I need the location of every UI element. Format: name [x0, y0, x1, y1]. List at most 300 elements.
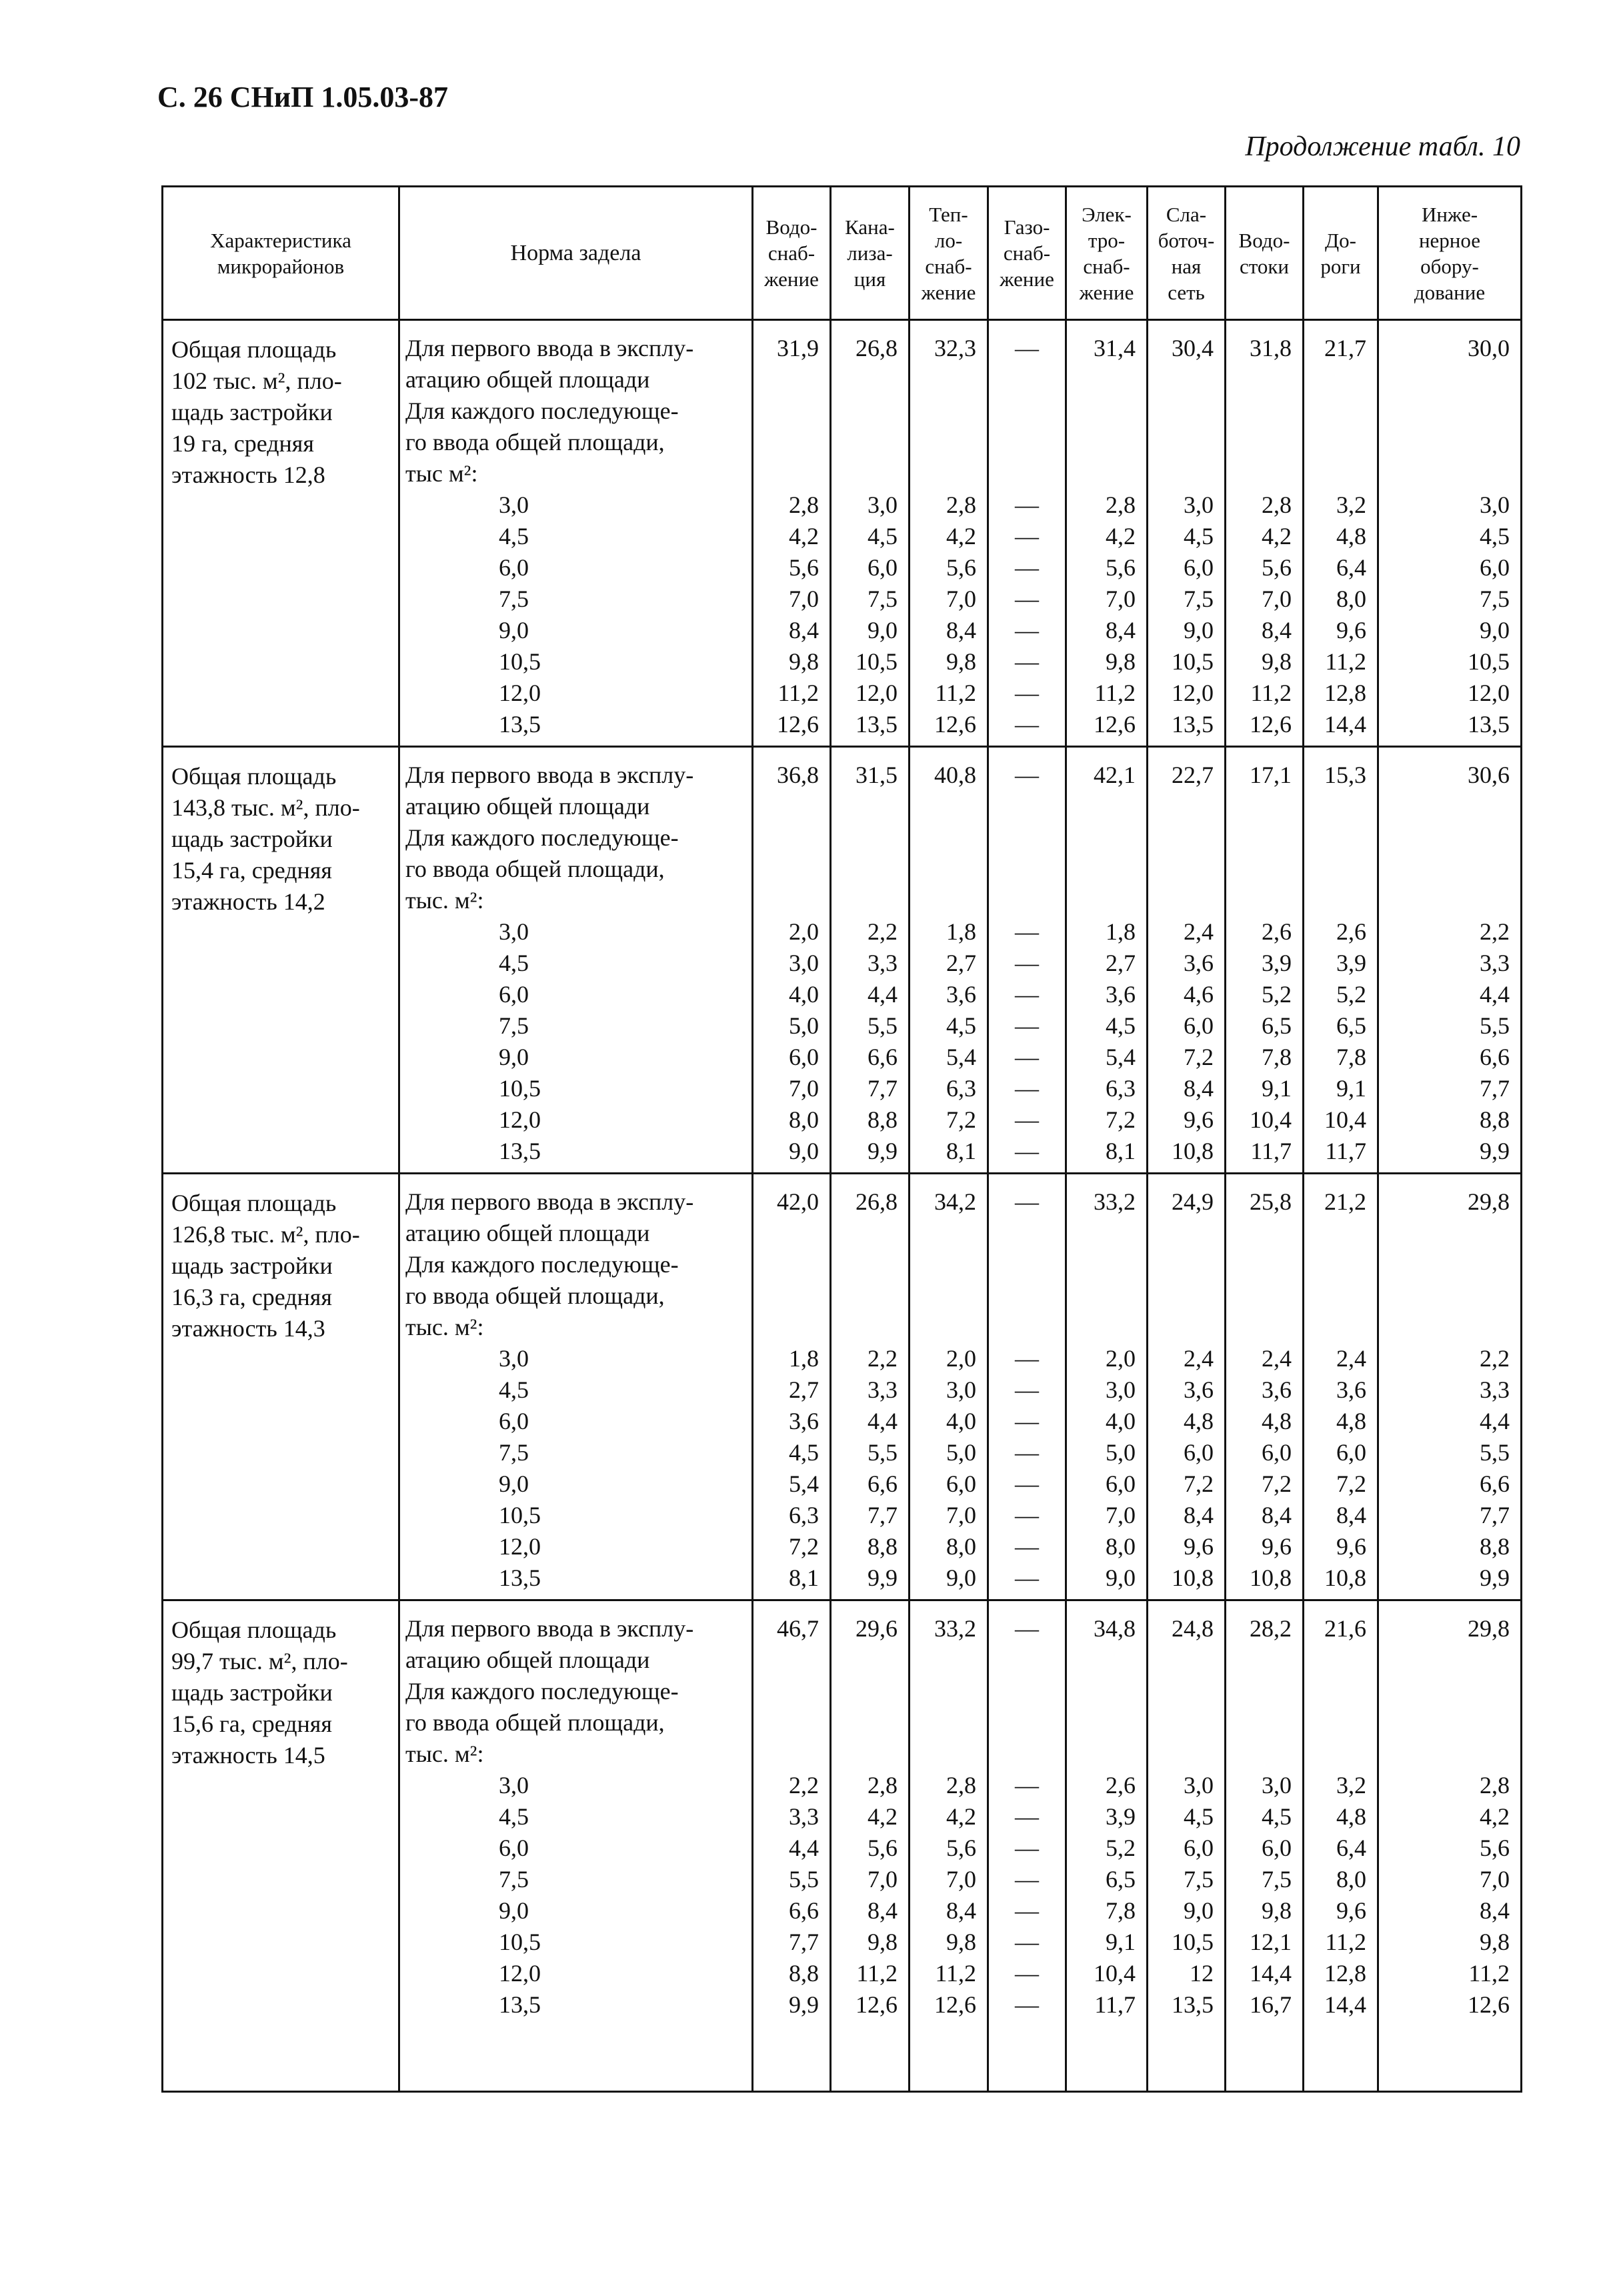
step-value: 9,9	[868, 1564, 898, 1591]
first-input-value: 17,1	[1250, 762, 1292, 788]
step-value: —	[1015, 523, 1039, 549]
step-value: 7,2	[1262, 1470, 1292, 1497]
step-value: 7,2	[1336, 1470, 1366, 1497]
spacer	[1072, 1218, 1136, 1343]
step-value: 8,0	[946, 1533, 976, 1560]
step-value: 2,2	[789, 1772, 819, 1799]
step-value: 9,0	[789, 1138, 819, 1164]
first-input-value: 33,2	[934, 1615, 976, 1642]
step-value: 3,0	[868, 491, 898, 518]
step-value: 3,6	[789, 1408, 819, 1434]
step-value: 2,7	[946, 950, 976, 976]
first-input-value: 30,6	[1468, 762, 1510, 788]
step-value: 4,5	[1262, 1803, 1292, 1830]
table-10-continuation	[161, 185, 1522, 2093]
step-value: 3,0	[1262, 1772, 1292, 1799]
step-value: —	[1015, 617, 1039, 644]
step-value: 11,2	[935, 680, 976, 706]
spacer	[1232, 364, 1292, 489]
step-value: 3,9	[1262, 950, 1292, 976]
first-input-value: 33,2	[1094, 1188, 1136, 1215]
step-value: 3,3	[868, 950, 898, 976]
step-value: 3,0	[789, 950, 819, 976]
step-value: 2,8	[1480, 1772, 1510, 1799]
value-cell-electric	[1066, 1174, 1148, 1600]
step-value: 7,0	[868, 1866, 898, 1893]
step-value: 5,6	[1480, 1835, 1510, 1861]
step-value: 4,8	[1336, 523, 1366, 549]
step-value: 5,5	[789, 1866, 819, 1893]
norm-each-subsequent: Для каждого последующе- го ввода общей площади, тыс. м²:	[405, 1678, 679, 1767]
step-value: —	[1015, 1502, 1039, 1528]
step-value: 11,7	[1250, 1138, 1292, 1164]
step-value: —	[1015, 1012, 1039, 1039]
step-value: 8,4	[946, 1897, 976, 1924]
step-value: 3,6	[1262, 1376, 1292, 1403]
step-value: 6,6	[868, 1044, 898, 1070]
first-input-value: 42,1	[1094, 762, 1136, 788]
step-value: 2,4	[1336, 1345, 1366, 1372]
step-value: 4,4	[789, 1835, 819, 1861]
first-input-value: 21,7	[1324, 335, 1366, 361]
step-value: 3,3	[789, 1803, 819, 1830]
first-input-value: —	[1015, 335, 1039, 361]
area-step: 6,0	[499, 1835, 529, 1861]
step-value: 2,2	[868, 1345, 898, 1372]
value-cell-sewer	[831, 320, 910, 747]
step-value: 9,9	[1480, 1138, 1510, 1164]
step-value: —	[1015, 1960, 1039, 1987]
step-value: 7,0	[1262, 586, 1292, 612]
step-value: 9,6	[1262, 1533, 1292, 1560]
spacer	[1154, 1644, 1214, 1770]
step-value: —	[1015, 711, 1039, 738]
step-value: 4,8	[1262, 1408, 1292, 1434]
spacer	[759, 364, 819, 489]
norm-first-input: Для первого ввода в эксплу- атацию общей площади	[405, 1615, 694, 1673]
area-step: 6,0	[499, 981, 529, 1008]
spacer	[994, 364, 1060, 489]
step-value: 3,6	[946, 981, 976, 1008]
step-value: 5,4	[946, 1044, 976, 1070]
step-value: 2,8	[1106, 491, 1136, 518]
step-value: 3,6	[1106, 981, 1136, 1008]
step-value: 5,6	[789, 554, 819, 581]
step-value: 4,5	[1184, 523, 1214, 549]
table-continuation-caption: Продолжение табл. 10	[1245, 131, 1520, 162]
microdistrict-characteristic: Общая площадь 99,7 тыс. м², пло- щадь застройки 15,6 га, средняя этажность 14,5	[163, 1600, 399, 2092]
spacer	[994, 1218, 1060, 1343]
step-value: 8,0	[1106, 1533, 1136, 1560]
step-value: 9,9	[789, 1991, 819, 2018]
step-value: —	[1015, 1376, 1039, 1403]
step-value: 14,4	[1324, 1991, 1366, 2018]
step-value: 2,6	[1106, 1772, 1136, 1799]
area-step: 13,5	[499, 1991, 541, 2018]
step-value: 11,2	[856, 1960, 898, 1987]
step-value: 9,0	[1106, 1564, 1136, 1591]
first-input-value: 26,8	[856, 335, 898, 361]
first-input-value: 29,8	[1468, 1615, 1510, 1642]
step-value: —	[1015, 1803, 1039, 1830]
step-value: 5,2	[1106, 1835, 1136, 1861]
step-value: 3,3	[1480, 1376, 1510, 1403]
page-header: С. 26 СНиП 1.05.03-87	[157, 81, 449, 113]
step-value: 5,5	[1480, 1012, 1510, 1039]
area-step: 4,5	[499, 950, 529, 976]
spacer	[759, 791, 819, 916]
step-value: 6,4	[1336, 554, 1366, 581]
norm-description	[399, 1174, 753, 1600]
step-value: 4,8	[1336, 1408, 1366, 1434]
spacer	[1072, 364, 1136, 489]
step-value: 6,0	[1480, 554, 1510, 581]
step-value: 4,5	[868, 523, 898, 549]
step-value: 8,8	[868, 1533, 898, 1560]
step-value: 5,6	[1262, 554, 1292, 581]
step-value: —	[1015, 1345, 1039, 1372]
table-header-row	[163, 187, 1522, 320]
value-cell-electric	[1066, 747, 1148, 1174]
value-cell-electric	[1066, 1600, 1148, 2092]
value-cell-lowcurrent	[1148, 1174, 1226, 1600]
step-value: 6,0	[1106, 1470, 1136, 1497]
step-value: 3,3	[1480, 950, 1510, 976]
step-value: —	[1015, 1897, 1039, 1924]
step-value: 8,4	[1184, 1075, 1214, 1102]
first-input-value: 46,7	[777, 1615, 819, 1642]
value-cell-sewer	[831, 1600, 910, 2092]
step-value: 7,5	[1184, 586, 1214, 612]
spacer	[916, 791, 976, 916]
microdistrict-block-2	[163, 747, 1522, 1174]
value-cell-engineering	[1378, 1174, 1522, 1600]
value-cell-water	[753, 1600, 831, 2092]
step-value: 5,4	[1106, 1044, 1136, 1070]
value-cell-roads	[1304, 747, 1378, 1174]
step-value: 10,8	[1172, 1564, 1214, 1591]
area-step: 7,5	[499, 586, 529, 612]
area-step: 9,0	[499, 1897, 529, 1924]
step-value: —	[1015, 586, 1039, 612]
step-value: 9,8	[946, 1929, 976, 1955]
step-value: 7,0	[1480, 1866, 1510, 1893]
area-step: 12,0	[499, 1533, 541, 1560]
step-value: 5,5	[868, 1439, 898, 1466]
step-value: 4,6	[1184, 981, 1214, 1008]
area-step: 12,0	[499, 680, 541, 706]
step-value: 7,2	[789, 1533, 819, 1560]
step-value: 6,3	[789, 1502, 819, 1528]
col-header-drain: Водо- стоки	[1226, 187, 1304, 320]
norm-first-input: Для первого ввода в эксплу- атацию общей площади	[405, 762, 694, 820]
step-value: 3,9	[1106, 1803, 1136, 1830]
area-step: 10,5	[499, 1502, 541, 1528]
area-step: 7,5	[499, 1439, 529, 1466]
norm-description	[399, 747, 753, 1174]
first-input-value: 25,8	[1250, 1188, 1292, 1215]
step-value: 4,5	[789, 1439, 819, 1466]
step-value: 4,2	[868, 1803, 898, 1830]
area-step: 7,5	[499, 1866, 529, 1893]
value-cell-gas	[988, 747, 1066, 1174]
step-value: 12,6	[934, 711, 976, 738]
area-step: 9,0	[499, 1044, 529, 1070]
step-value: 6,0	[1184, 1439, 1214, 1466]
step-value: —	[1015, 1439, 1039, 1466]
step-value: 9,8	[946, 648, 976, 675]
microdistrict-block-1	[163, 320, 1522, 747]
step-value: 4,0	[946, 1408, 976, 1434]
step-value: —	[1015, 950, 1039, 976]
table-body	[163, 320, 1522, 2092]
step-value: 9,8	[1480, 1929, 1510, 1955]
step-value: 6,0	[1262, 1835, 1292, 1861]
col-header-sewer: Кана- лиза- ция	[831, 187, 910, 320]
first-input-value: 29,8	[1468, 1188, 1510, 1215]
area-step: 13,5	[499, 1564, 541, 1591]
area-step: 9,0	[499, 617, 529, 644]
first-input-value: 24,9	[1172, 1188, 1214, 1215]
value-cell-lowcurrent	[1148, 1600, 1226, 2092]
value-cell-engineering	[1378, 320, 1522, 747]
first-input-value: 34,8	[1094, 1615, 1136, 1642]
first-input-value: 42,0	[777, 1188, 819, 1215]
step-value: 4,5	[1480, 523, 1510, 549]
step-value: 12	[1190, 1960, 1214, 1987]
value-cell-gas	[988, 320, 1066, 747]
step-value: —	[1015, 554, 1039, 581]
first-input-value: 30,4	[1172, 335, 1214, 361]
step-value: 11,2	[777, 680, 819, 706]
norm-description	[399, 320, 753, 747]
area-step: 4,5	[499, 1376, 529, 1403]
step-value: —	[1015, 1138, 1039, 1164]
area-step: 9,0	[499, 1470, 529, 1497]
step-value: 6,6	[1480, 1470, 1510, 1497]
step-value: —	[1015, 491, 1039, 518]
first-input-value: —	[1015, 762, 1039, 788]
area-step: 6,0	[499, 554, 529, 581]
step-value: 7,2	[1106, 1106, 1136, 1133]
first-input-value: 36,8	[777, 762, 819, 788]
step-value: 9,8	[789, 648, 819, 675]
spacer	[916, 1218, 976, 1343]
step-value: 8,1	[789, 1564, 819, 1591]
step-value: 7,0	[1106, 586, 1136, 612]
step-value: 7,8	[1336, 1044, 1366, 1070]
step-value: 12,0	[1468, 680, 1510, 706]
step-value: 2,4	[1262, 1345, 1292, 1372]
value-cell-heat	[910, 1174, 988, 1600]
value-cell-drain	[1226, 747, 1304, 1174]
microdistrict-characteristic: Общая площадь 126,8 тыс. м², пло- щадь застройки 16,3 га, средняя этажность 14,3	[163, 1174, 399, 1600]
spacer	[1310, 791, 1366, 916]
step-value: 7,0	[789, 1075, 819, 1102]
step-value: 5,5	[868, 1012, 898, 1039]
step-value: 7,0	[946, 1502, 976, 1528]
step-value: 3,6	[1184, 950, 1214, 976]
step-value: 4,2	[789, 523, 819, 549]
spacer	[994, 1644, 1060, 1770]
step-value: 8,0	[789, 1106, 819, 1133]
value-cell-water	[753, 747, 831, 1174]
value-cell-drain	[1226, 1174, 1304, 1600]
step-value: 3,2	[1336, 1772, 1366, 1799]
step-value: 7,5	[1262, 1866, 1292, 1893]
first-input-value: 15,3	[1324, 762, 1366, 788]
step-value: 7,7	[1480, 1502, 1510, 1528]
step-value: 7,0	[946, 586, 976, 612]
step-value: 6,0	[789, 1044, 819, 1070]
step-value: 5,0	[946, 1439, 976, 1466]
step-value: 7,2	[1184, 1470, 1214, 1497]
step-value: 6,6	[1480, 1044, 1510, 1070]
first-input-value: 26,8	[856, 1188, 898, 1215]
step-value: 6,6	[868, 1470, 898, 1497]
spacer	[1232, 1644, 1292, 1770]
step-value: 8,0	[1336, 1866, 1366, 1893]
step-value: 5,4	[789, 1470, 819, 1497]
step-value: 8,4	[1106, 617, 1136, 644]
norm-first-input: Для первого ввода в эксплу- атацию общей площади	[405, 1188, 694, 1246]
step-value: 13,5	[1172, 711, 1214, 738]
step-value: 3,0	[1480, 491, 1510, 518]
spacer	[837, 364, 898, 489]
step-value: 4,0	[789, 981, 819, 1008]
col-header-roads: До- роги	[1304, 187, 1378, 320]
step-value: 4,4	[868, 1408, 898, 1434]
area-step: 12,0	[499, 1106, 541, 1133]
step-value: 9,6	[1336, 617, 1366, 644]
step-value: 7,0	[946, 1866, 976, 1893]
col-header-gas: Газо- снаб- жение	[988, 187, 1066, 320]
spacer	[1310, 1644, 1366, 1770]
spacer	[1384, 1644, 1510, 1770]
step-value: 9,9	[1480, 1564, 1510, 1591]
step-value: 4,4	[868, 981, 898, 1008]
area-step: 3,0	[499, 1345, 529, 1372]
step-value: 8,8	[789, 1960, 819, 1987]
step-value: 4,8	[1336, 1803, 1366, 1830]
step-value: 10,5	[1468, 648, 1510, 675]
step-value: 5,6	[1106, 554, 1136, 581]
first-input-value: 24,8	[1172, 1615, 1214, 1642]
step-value: 2,0	[789, 918, 819, 945]
step-value: 3,9	[1336, 950, 1366, 976]
spacer	[837, 791, 898, 916]
step-value: 2,7	[789, 1376, 819, 1403]
spacer	[1072, 791, 1136, 916]
step-value: 6,0	[868, 554, 898, 581]
first-input-value: 40,8	[934, 762, 976, 788]
step-value: 2,0	[946, 1345, 976, 1372]
first-input-value: 31,8	[1250, 335, 1292, 361]
step-value: 3,0	[1184, 1772, 1214, 1799]
norm-each-subsequent: Для каждого последующе- го ввода общей площади, тыс. м²:	[405, 1251, 679, 1340]
step-value: 3,0	[1184, 491, 1214, 518]
step-value: 12,6	[1250, 711, 1292, 738]
value-cell-gas	[988, 1174, 1066, 1600]
step-value: —	[1015, 1106, 1039, 1133]
step-value: 10,8	[1324, 1564, 1366, 1591]
step-value: 6,4	[1336, 1835, 1366, 1861]
value-cell-roads	[1304, 1174, 1378, 1600]
value-cell-electric	[1066, 320, 1148, 747]
step-value: 4,0	[1106, 1408, 1136, 1434]
step-value: 11,2	[1325, 648, 1366, 675]
step-value: 5,2	[1262, 981, 1292, 1008]
step-value: 9,0	[1480, 617, 1510, 644]
step-value: 3,0	[946, 1376, 976, 1403]
step-value: 7,7	[789, 1929, 819, 1955]
step-value: 2,8	[946, 491, 976, 518]
step-value: 9,6	[1184, 1533, 1214, 1560]
step-value: —	[1015, 1772, 1039, 1799]
step-value: 1,8	[789, 1345, 819, 1372]
area-step: 12,0	[499, 1960, 541, 1987]
step-value: 5,6	[868, 1835, 898, 1861]
step-value: 10,8	[1172, 1138, 1214, 1164]
step-value: 4,5	[946, 1012, 976, 1039]
step-value: 7,5	[868, 586, 898, 612]
step-value: 10,5	[1172, 648, 1214, 675]
value-cell-roads	[1304, 320, 1378, 747]
spacer	[1154, 364, 1214, 489]
step-value: 4,8	[1184, 1408, 1214, 1434]
step-value: 4,2	[946, 523, 976, 549]
step-value: 7,0	[789, 586, 819, 612]
value-cell-water	[753, 320, 831, 747]
first-input-value: 31,9	[777, 335, 819, 361]
step-value: 2,8	[789, 491, 819, 518]
step-value: 9,6	[1184, 1106, 1214, 1133]
step-value: 8,4	[1336, 1502, 1366, 1528]
spacer	[1232, 791, 1292, 916]
step-value: 10,5	[856, 648, 898, 675]
step-value: 11,2	[935, 1960, 976, 1987]
step-value: 6,6	[789, 1897, 819, 1924]
step-value: 2,0	[1106, 1345, 1136, 1372]
step-value: 3,6	[1336, 1376, 1366, 1403]
first-input-value: 31,5	[856, 762, 898, 788]
spacer	[1384, 791, 1510, 916]
first-input-value: —	[1015, 1615, 1039, 1642]
step-value: 6,3	[946, 1075, 976, 1102]
step-value: 8,8	[1480, 1106, 1510, 1133]
step-value: 12,0	[856, 680, 898, 706]
step-value: 9,0	[868, 617, 898, 644]
spacer	[994, 791, 1060, 916]
area-step: 13,5	[499, 711, 541, 738]
area-step: 10,5	[499, 1075, 541, 1102]
step-value: 8,0	[1336, 586, 1366, 612]
step-value: —	[1015, 1929, 1039, 1955]
area-step: 4,5	[499, 1803, 529, 1830]
microdistrict-characteristic: Общая площадь 143,8 тыс. м², пло- щадь застройки 15,4 га, средняя этажность 14,2	[163, 747, 399, 1174]
step-value: 5,0	[789, 1012, 819, 1039]
step-value: 9,1	[1262, 1075, 1292, 1102]
step-value: 6,0	[1262, 1439, 1292, 1466]
step-value: 7,8	[1262, 1044, 1292, 1070]
area-step: 13,5	[499, 1138, 541, 1164]
step-value: 10,4	[1094, 1960, 1136, 1987]
step-value: 12,6	[777, 711, 819, 738]
step-value: 6,0	[1336, 1439, 1366, 1466]
first-input-value: 22,7	[1172, 762, 1214, 788]
area-step: 7,5	[499, 1012, 529, 1039]
step-value: 8,1	[946, 1138, 976, 1164]
